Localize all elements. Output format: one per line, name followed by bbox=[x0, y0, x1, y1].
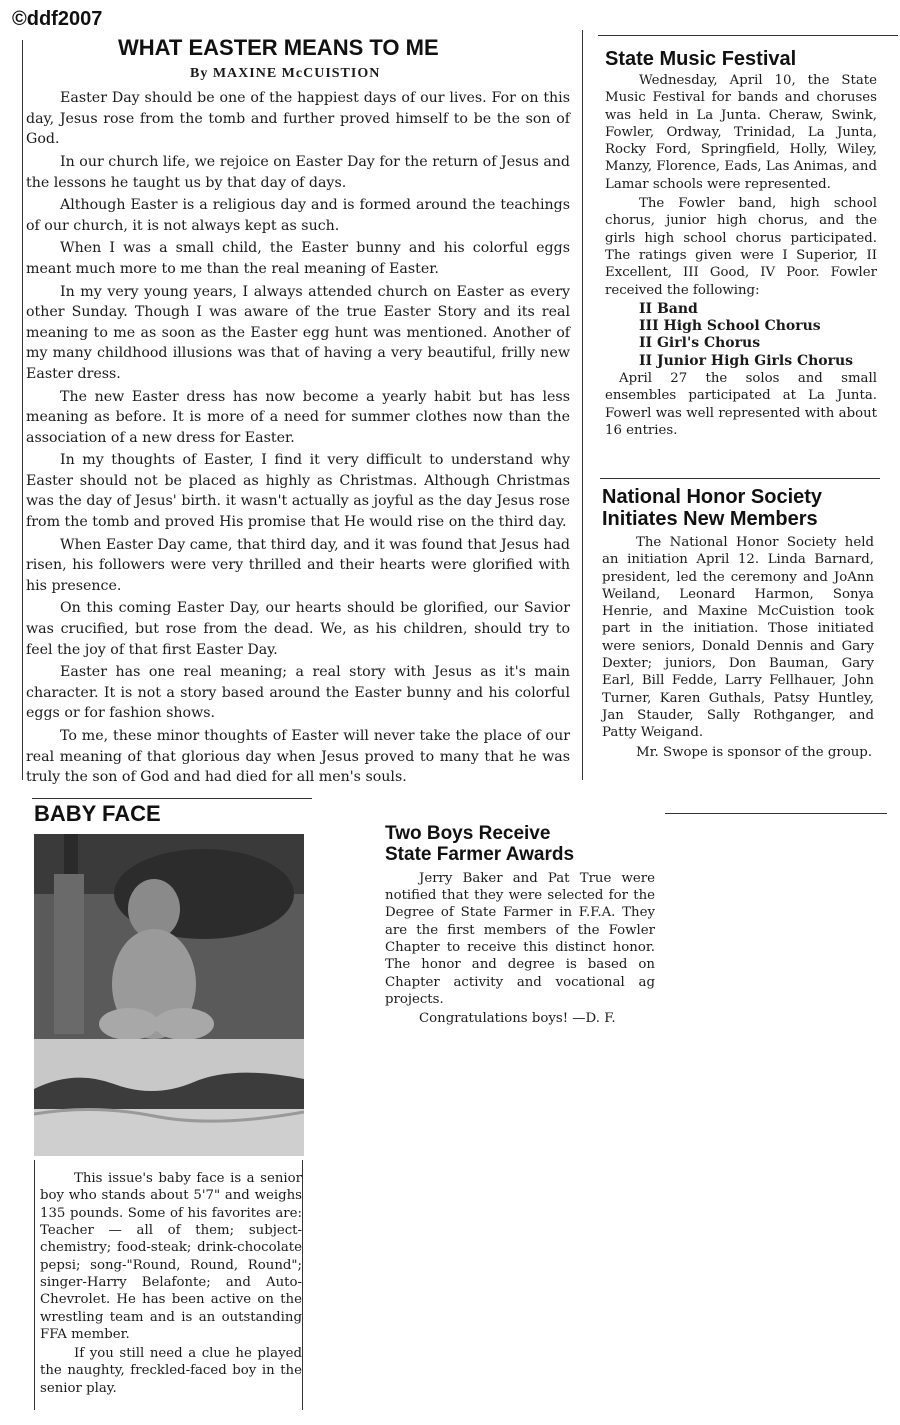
farmer-title-line: Two Boys Receive bbox=[385, 823, 551, 844]
baby-paragraph: If you still need a clue he played the naughty, freckled-faced boy in the senior play. bbox=[40, 1346, 302, 1396]
easter-left-rule bbox=[22, 40, 23, 780]
easter-paragraph: In my thoughts of Easter, I find it very difficult to understand why Easter should not be placed as highly as Christmas. Although Christmas was the day of Jesus' birth. it wasn't actually as joyful as the day Jesus rose from the tomb and proved His promise that He would rise on the third day. bbox=[26, 452, 570, 531]
music-rating: II Band bbox=[639, 300, 698, 317]
easter-paragraph: When I was a small child, the Easter bunny and his colorful eggs meant much more to me than the real meaning of Easter. bbox=[26, 240, 570, 277]
baby-left-rule bbox=[34, 1160, 35, 1410]
music-rating: III High School Chorus bbox=[639, 318, 821, 335]
easter-article bbox=[26, 36, 570, 790]
baby-photo bbox=[34, 834, 304, 1156]
music-festival-article bbox=[605, 48, 877, 441]
music-festival-title: State Music Festival bbox=[605, 48, 797, 70]
baby-paragraph: This issue's baby face is a senior boy who stands about 5'7" and weighs 135 pounds. Some of his favorites are: Teacher — all of them; subject-chemistry; food-steak; drink-chocolate pepsi; song-"Round, Round, Round"; singer-Harry Belafonte; and Auto-Chevrolet. He has been active on the wrestling team and is an outstanding FFA member. bbox=[40, 1171, 302, 1342]
honor-bottom-rule bbox=[665, 813, 887, 814]
easter-paragraph: The new Easter dress has now become a yearly habit but has less meaning as before. It is more of a need for summer clothes now than the association of a new dress for Easter. bbox=[26, 388, 570, 446]
baby-face-title: BABY FACE bbox=[34, 801, 161, 826]
honor-paragraph: The National Honor Society held an initiation April 12. Linda Barnard, president, led the ceremony and JoAnn Weiland, Leonard Harmon, Sonya Henrie, and Maxine McCuistion took part in the initiation. Those initiated were seniors, Donald Dennis and Gary Dexter; juniors, Don Bauman, Gary Earl, Bill Fedde, Larry Fellhauer, John Turner, Karen Guthals, Patsy Huntley, Jan Stauder, Sally Rothganger, and Patty Weigand. bbox=[602, 535, 874, 741]
baby-caption bbox=[34, 1170, 306, 1397]
music-paragraph: The Fowler band, high school chorus, junior high chorus, and the girls high school chorus participated. The ratings given were I Superior, II Excellent, III Good, IV Poor. Fowler received the following: bbox=[605, 196, 877, 298]
easter-paragraph: To me, these minor thoughts of Easter will never take the place of our real meaning of that glorious day when Jesus proved to many that he was truly the son of God and had died for all men's souls. bbox=[26, 728, 570, 786]
easter-title: WHAT EASTER MEANS TO ME bbox=[118, 35, 439, 60]
easter-paragraph: When Easter Day came, that third day, and it was found that Jesus had risen, his followers were very thrilled and their hearts were glorified with his presence. bbox=[26, 536, 570, 594]
honor-society-title bbox=[602, 486, 874, 530]
copyright-watermark: ©ddf2007 bbox=[12, 8, 103, 30]
honor-paragraph: Mr. Swope is sponsor of the group. bbox=[636, 744, 873, 760]
farmer-title-line: State Farmer Awards bbox=[385, 843, 575, 865]
easter-paragraph: In my very young years, I always attended church on Easter as every other Sunday. Though I was aware of the true Easter Story and its real meaning to me as soon as the Easter egg hunt was mentioned. Another of my many childhood illusions was that of having a very beautiful, frilly new Easter dress. bbox=[26, 283, 570, 382]
honor-divider-rule bbox=[600, 478, 880, 479]
easter-paragraph: Although Easter is a religious day and is formed around the teachings of our church, it is not always kept as such. bbox=[26, 197, 570, 234]
easter-byline: By MAXINE McCUISTION bbox=[190, 66, 381, 82]
baby-face-article bbox=[34, 802, 306, 1399]
baby-right-rule bbox=[302, 1160, 303, 1410]
easter-paragraph: On this coming Easter Day, our hearts should be glorified, our Savior was crucified, but rose from the dead. We, as his children, should try to feel the joy of that first Easter Day. bbox=[26, 600, 570, 658]
farmer-awards-title bbox=[385, 824, 655, 866]
music-paragraph: April 27 the solos and small ensembles participated at La Junta. Fowerl was well represented with about 16 entries. bbox=[605, 371, 877, 438]
easter-paragraph: Easter Day should be one of the happiest days of our lives. For on this day, Jesus rose from the tomb and further proved himself to be the son of God. bbox=[26, 90, 570, 148]
easter-paragraph: In our church life, we rejoice on Easter Day for the return of Jesus and the lessons he taught us by that day of days. bbox=[26, 153, 570, 191]
honor-society-article bbox=[602, 486, 874, 763]
farmer-paragraph: Jerry Baker and Pat True were notified that they were selected for the Degree of State Farmer in F.F.A. They are the first members of the Fowler Chapter to receive this distinct honor. The honor and degree is based on Chapter activity and vocational ag projects. bbox=[385, 870, 655, 1007]
easter-paragraph: Easter has one real meaning; a real story with Jesus as it's main character. It is not a story based around the Easter bunny and his colorful eggs or for fashion shows. bbox=[26, 664, 570, 722]
music-rating: II Girl's Chorus bbox=[639, 335, 761, 352]
farmer-awards-article bbox=[385, 824, 655, 1029]
honor-title-line: Initiates New Members bbox=[602, 508, 818, 530]
honor-title-line: National Honor Society bbox=[602, 486, 823, 508]
easter-right-rule bbox=[582, 30, 583, 780]
music-rating: II Junior High Girls Chorus bbox=[639, 352, 854, 369]
music-paragraph: Wednesday, April 10, the State Music Festival for bands and choruses was held in La Junta. Cheraw, Swink, Fowler, Ordway, Trinidad, La Junta, Rocky Ford, Springfield, Holly, Wiley, Manzy, Florence, Eads, Las Animas, and Lamar schools were represented. bbox=[605, 73, 877, 192]
farmer-paragraph: Congratulations boys! —D. F. bbox=[419, 1011, 616, 1027]
right-column-top-rule bbox=[598, 35, 898, 36]
baby-top-rule bbox=[32, 798, 312, 799]
